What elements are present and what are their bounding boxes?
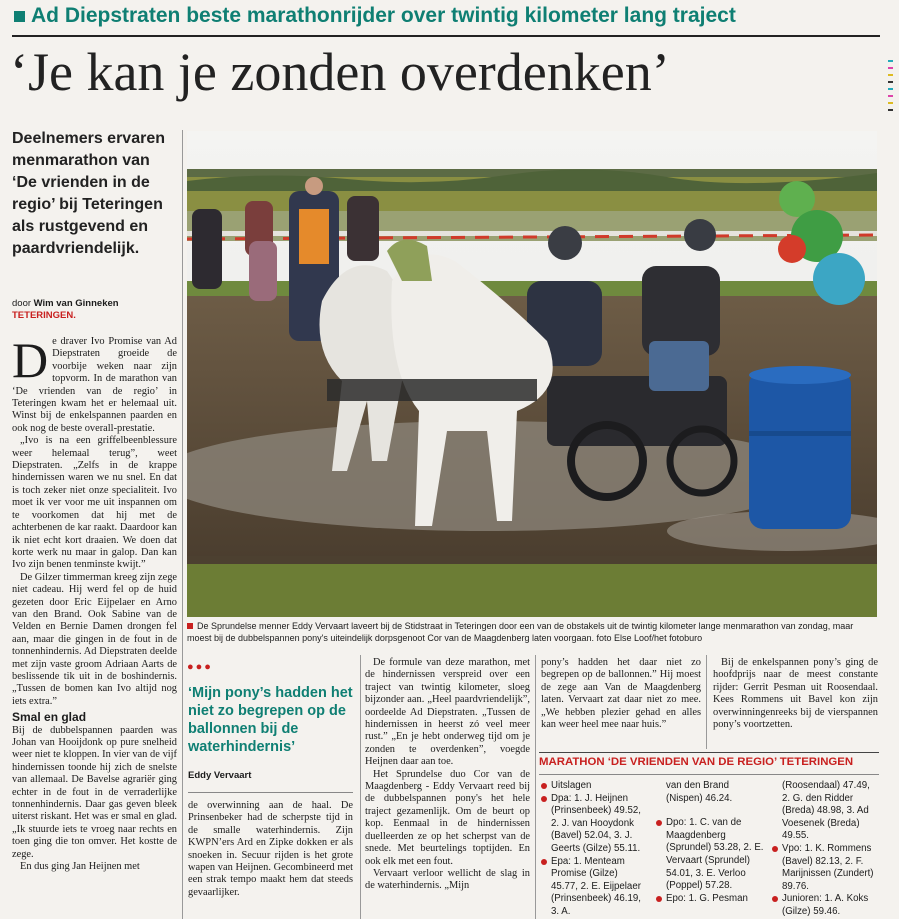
photo-credit: foto Else Loof/het fotoburo <box>596 632 703 643</box>
result-text: Vpo: 1. K. Rommens (Bavel) 82.13, 2. F. Marijnissen (Zundert) 89.76. <box>782 842 874 892</box>
results-column-2 <box>656 780 764 905</box>
bullet-icon <box>541 796 547 802</box>
bullet-icon <box>541 783 547 789</box>
result-item <box>772 893 880 918</box>
results-title-rule <box>539 774 879 775</box>
article-column-5 <box>713 657 878 731</box>
result-text: Junioren: 1. A. Koks (Gilze) 59.46. <box>782 893 869 917</box>
result-item <box>772 780 880 843</box>
col1-paragraph-3: De Gilzer timmerman kreeg zijn zege niet cadeau. Hij werd fel op de huid gezeten door Eric Eijpelaer en Arno van den Brand. Ook Sabine van de Velden en Bernie Damen drongen fel aan, maar die gingen in de fout in de tonnenhindernis. Ad Diepstraten deelde met zijn vaste groom Adriaan Aarts de beslissende tik uit in de boshindernis. „Tussen de bomen kan Ivo altijd nog iets extra.” <box>12 571 177 707</box>
byline-prefix: door <box>12 298 34 309</box>
result-item <box>541 780 645 793</box>
col1-paragraph-5: En dus ging Jan Heijnen met <box>20 861 140 873</box>
column-divider-2 <box>360 655 361 919</box>
result-text: (Roosendaal) 47.49, 2. G. den Ridder (Breda) 48.98, 3. Ad Voesenek (Breda) 49.55. <box>782 780 870 842</box>
kicker-text: Ad Diepstraten beste marathonrijder over twintig kilometer lang traject <box>31 4 736 27</box>
photo-caption <box>187 621 877 644</box>
photo-horse-carriage <box>187 131 877 617</box>
column-divider-4 <box>706 655 707 749</box>
col3-paragraph-2: Het Sprundelse duo Cor van de Maagdenberg - Eddy Vervaart reed bij de dubbelspannen pony's het hele traject gezamenlijk. Om de beurt op kop. Eenmaal in de hindernissen duelleerden ze op het scherpst van de snede. Met beurtelings toptijden. En ook elk met een fout. <box>365 768 530 867</box>
quote-dots: ●●● <box>187 661 213 673</box>
article-column-1 <box>12 332 177 873</box>
byline-author: Wim van Ginneken <box>33 298 119 309</box>
result-item <box>656 780 764 805</box>
result-text: Uitslagen <box>551 780 592 791</box>
bullet-icon <box>772 846 778 852</box>
results-title: MARATHON ‘DE VRIENDEN VAN DE REGIO’ TETERINGEN <box>539 756 854 768</box>
col1-paragraph-2: „Ivo is na een griffelbeenblessure weer helemaal terug”, weet Diepstraten. „Zelfs in de krappe hindernissen waren we nu snel. En dat is toch zeker niet onze specialiteit. Ivo moet ik ver voor me uit inspannen om te voorkomen dat hij met de achterbenen de kar raakt. Daardoor kan ik niet echt kort draaien. We doen dat korte werk nu maar in galop. Dan kan Ivo zijn benen tenminste kwijt.” <box>12 435 177 571</box>
result-text: van den Brand (Nispen) 46.24. <box>666 780 733 804</box>
top-rule <box>12 35 880 37</box>
col1-paragraph-4: Bij de dubbelspannen paarden was Johan van Hooijdonk op pure snelheid weer niet te kloppen. In vier van de vijf hindernissen toonde hij zich de snelste van allemaal. De Bavelse agrariër ging echter in de fout in de verraderlijke tonnenhindernis. Daar gas geven bleek uiterst riskant. Het was er smal en glad. „Ik stuurde iets te vroeg naar rechts en toen ging die ton omver. Het kostte de zege. <box>12 724 177 860</box>
col3-paragraph-1: De formule van deze marathon, met de hindernissen verspreid over een traject van twintig kilometer, sloeg bijzonder aan. „Heel paardvriendelijk”, oordeelde Ad Diepstraten. „Tussen de hindernissen in heerst zó veel meer rust.” „En je hebt onderweg tijd om je zonden te overdenken”, voegde Heijnen daar aan toe. <box>365 657 530 768</box>
quote-divider <box>188 792 353 793</box>
bullet-icon <box>772 896 778 902</box>
col1-paragraph-1: e draver Ivo Promise van Ad Diepstraten groeide de voorbije weken naar zijn topvorm. In de marathon van ‘De vrienden van de regio’ in Teteringen kwam het er helemaal uit. Winst bij de enkelspannen paarden en ook nog de beste overall-prestatie. <box>12 336 177 434</box>
byline <box>12 298 182 322</box>
pull-quote: ‘Mijn pony’s hadden het niet zo begrepen op de ballonnen bij de waterhindernis’ <box>188 685 353 755</box>
photo-illustration <box>187 131 877 617</box>
byline-place: TETERINGEN. <box>12 310 76 321</box>
col3-paragraph-3: Vervaart verloor wellicht de slag in de waterhindernis. „Mijn <box>365 867 530 892</box>
headline: ‘Je kan je zonden overdenken’ <box>10 42 670 102</box>
col5-paragraph: Bij de enkelspannen pony’s ging de hoofdprijs naar de meest constante rijder: Gerrit Pesman uit Roosendaal. Kees Rommens uit Bavel kon zijn overwinningenreeks bij de vierspannen pony’s voortzetten. <box>713 657 878 731</box>
result-item <box>656 817 764 893</box>
pull-quote-author: Eddy Vervaart <box>188 770 252 781</box>
caption-text: De Sprundelse menner Eddy Vervaart laveert bij de Stidstraat in Teteringen door een van de obstakels uit de twintig kilometer lange menmarathon van zondag, maar moest bij de dubbelspannen pony's uiteindelijk dorpsgenoot Cor van de Maagdenberg laten voorgaan. <box>187 621 854 643</box>
subheading: Smal en glad <box>12 710 87 725</box>
col2-paragraph: de overwinning aan de haal. De Prinsenbeker had de scherpste tijd in de smalle waterhindernis. Zijn KWPN’ers Ard en Zipke dokken er als snoeken in. Secuur rijden is het grote wapen van Heijnen. Gecombineerd met een strak tempo maakt hem dat steeds gevaarlijker. <box>188 800 353 898</box>
bullet-icon <box>541 859 547 865</box>
article-column-4 <box>541 657 701 731</box>
kicker <box>14 4 884 28</box>
kicker-square-icon <box>14 11 25 22</box>
result-text: Epa: 1. Menteam Promise (Gilze) 45.77, 2. E. Eijpelaer (Prinsenbeek) 46.19, 3. A. <box>551 855 641 917</box>
result-text: Dpa: 1. J. Heijnen (Prinsenbeek) 49.52, 2. J. van Hooydonk (Bavel) 52.04, 3. J. Geerts (Gilze) 55.11. <box>551 792 641 854</box>
result-text: Dpo: 1. C. van de Maagdenberg (Sprundel) 53.28, 2. E. Vervaart (Sprundel) 54.01, 3. E. Verloo (Poppel) 57.28. <box>666 817 764 892</box>
dropcap: D <box>12 332 49 388</box>
column-divider <box>182 130 183 919</box>
result-item <box>541 793 645 856</box>
results-column-3 <box>772 780 880 919</box>
column-divider-3 <box>535 655 536 919</box>
col4-paragraph: pony’s hadden het daar niet zo begrepen op de ballonnen.” Hij moest de zege aan Van de Maagdenberg laten. Vervaart zat daar niet zo mee. „We hebben plezier gehad en alles kan weer heel mee naar huis.” <box>541 657 701 731</box>
results-column-1 <box>541 780 645 919</box>
registration-marks <box>888 60 896 116</box>
intro-text: Deelnemers ervaren menmarathon van ‘De vrienden in de regio’ bij Teteringen als rustgevend en paardvriendelijk. <box>12 130 165 257</box>
caption-square-icon <box>187 623 193 629</box>
article-column-3 <box>365 657 530 893</box>
result-item <box>772 843 880 893</box>
article-column-2 <box>188 800 353 899</box>
bullet-icon <box>656 820 662 826</box>
result-item <box>541 856 645 919</box>
bullet-icon <box>656 896 662 902</box>
results-top-rule <box>539 752 879 753</box>
result-text: Epo: 1. G. Pesman <box>666 892 748 904</box>
result-item <box>656 893 764 906</box>
